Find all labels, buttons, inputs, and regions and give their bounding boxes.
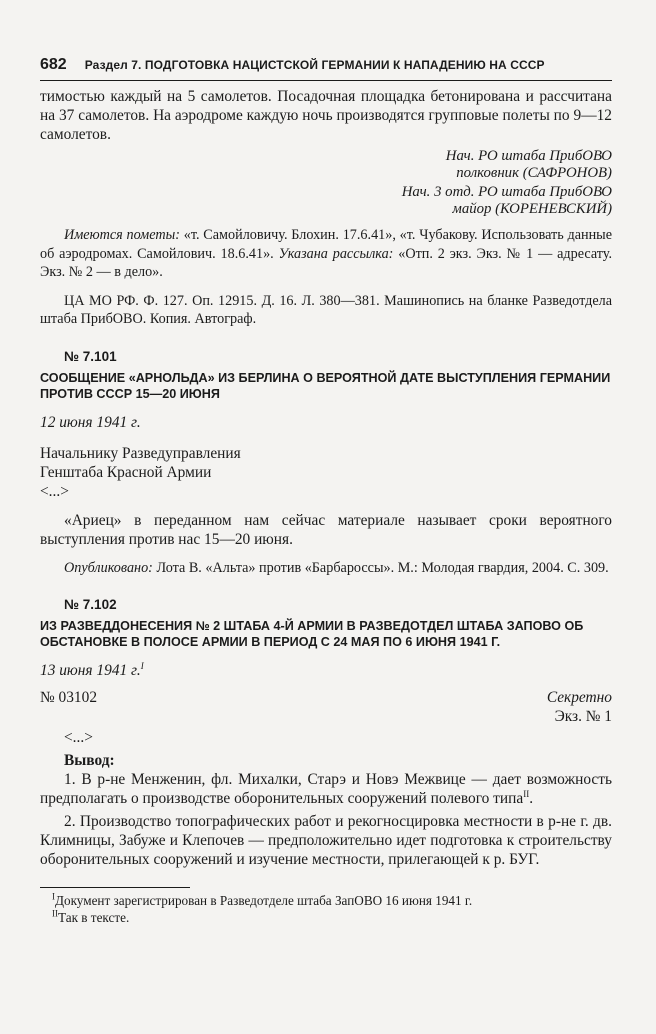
item-1-text: 1. В р-не Менженин, фл. Михалки, Старэ и Новэ Межвице — дает возможность предполагать о производстве оборонительных сооружений полевого типа bbox=[40, 770, 612, 807]
footnote-1 bbox=[40, 892, 612, 909]
omission-mark: <...> bbox=[40, 482, 69, 500]
conclusion-item-2: 2. Производство топографических работ и рекогносцировка местности в р-не г. дв. Климницы, Забуже и Клепочев — предположительно идет подготовка к строительству оборонительных сооружений и изучение местности, прилегающей к р. БУГ. bbox=[40, 812, 612, 868]
running-title: Раздел 7. ПОДГОТОВКА НАЦИСТСКОЙ ГЕРМАНИИ К НАПАДЕНИЮ НА СССР bbox=[84, 58, 545, 72]
doc102-date: 13 июня 1941 г. bbox=[40, 661, 141, 679]
doc101-date: 12 июня 1941 г. bbox=[40, 413, 141, 431]
signature-2 bbox=[40, 184, 612, 218]
signature-1 bbox=[40, 148, 612, 182]
distribution-label: Указана рассылка: bbox=[278, 245, 394, 262]
conclusion-heading: Вывод: bbox=[64, 751, 115, 769]
marks-text: «т. Самойловичу. Блохин. 17.6.41», «т. Чубакову. Использовать данные об аэродромах. Самойлович. 18.6.41». bbox=[40, 227, 612, 262]
marks-note bbox=[40, 226, 612, 282]
doc102-classification bbox=[547, 688, 612, 726]
doc102-header-row bbox=[40, 688, 612, 726]
doc102-omission: <...> bbox=[64, 728, 93, 746]
footnote-1-text: Документ зарегистрирован в Разведотделе штаба ЗапОВО 16 июня 1941 г. bbox=[55, 892, 473, 908]
addressee-line-2: Генштаба Красной Армии bbox=[40, 463, 212, 481]
signature-1-name: полковник (САФРОНОВ) bbox=[456, 165, 612, 181]
footnote-rule bbox=[40, 887, 190, 888]
archive-reference: ЦА МО РФ. Ф. 127. Оп. 12915. Д. 16. Л. 380—381. Машинопись на бланке Разведотдела штаба ПрибОВО. Копия. Автограф. bbox=[40, 292, 612, 327]
published-label: Опубликовано: bbox=[64, 559, 153, 576]
page bbox=[40, 56, 612, 926]
page-header bbox=[40, 56, 612, 81]
footnote-2-mark: II bbox=[52, 908, 58, 919]
distribution-text: «Отп. 2 экз. Экз. № 1 — адресату. Экз. № 2 — в дело». bbox=[40, 245, 613, 280]
item-1-end: . bbox=[529, 789, 534, 807]
copy-number: Экз. № 1 bbox=[554, 707, 612, 725]
page-content bbox=[40, 87, 612, 926]
signature-2-title: Нач. 3 отд. РО штаба ПрибОВО bbox=[401, 184, 612, 200]
footnote-2 bbox=[40, 909, 612, 926]
doc101-addressee bbox=[40, 444, 612, 501]
doc102-title: ИЗ РАЗВЕДДОНЕСЕНИЯ № 2 ШТАБА 4-Й АРМИИ В РАЗВЕДОТДЕЛ ШТАБА ЗАПОВО ОБ ОБСТАНОВКЕ В ПОЛОСЕ АРМИИ В ПЕРИОД С 24 МАЯ ПО 6 ИЮНЯ 1941 Г. bbox=[40, 618, 584, 649]
marks-label: Имеются пометы: bbox=[64, 227, 180, 243]
footnotes bbox=[40, 892, 612, 926]
doc100-body: тимостью каждый на 5 самолетов. Посадочная площадка бетонирована и рассчитана на 37 самолетов. На аэродроме каждую ночь производятся групповые полеты по 9—12 самолетов. bbox=[40, 88, 612, 143]
doc102-doc-number: № 03102 bbox=[40, 688, 98, 706]
doc101-number: № 7.101 bbox=[64, 348, 117, 364]
addressee-line-1: Начальнику Разведуправления bbox=[40, 444, 241, 462]
footnote-2-text: Так в тексте. bbox=[58, 909, 130, 925]
secret-mark: Секретно bbox=[546, 688, 612, 706]
signature-1-title: Нач. РО штаба ПрибОВО bbox=[445, 148, 612, 164]
footnote-1-mark: I bbox=[52, 891, 55, 902]
footnote-ref-2: II bbox=[523, 788, 530, 799]
doc101-published bbox=[40, 559, 612, 577]
published-text: Лота В. «Альта» против «Барбароссы». М.: Молодая гвардия, 2004. С. 309. bbox=[156, 559, 609, 576]
conclusion-item-1 bbox=[40, 770, 612, 808]
page-number: 682 bbox=[40, 56, 67, 73]
doc102-date-line bbox=[40, 661, 612, 680]
doc101-body: «Ариец» в переданном нам сейчас материале называет сроки вероятного выступления против нас 15—20 июня. bbox=[40, 511, 612, 548]
doc102-number: № 7.102 bbox=[64, 596, 117, 612]
signature-2-name: майор (КОРЕНЕВСКИЙ) bbox=[452, 201, 612, 217]
doc101-title: СООБЩЕНИЕ «АРНОЛЬДА» ИЗ БЕРЛИНА О ВЕРОЯТНОЙ ДАТЕ ВЫСТУПЛЕНИЯ ГЕРМАНИИ ПРОТИВ СССР 15—20 ИЮНЯ bbox=[40, 370, 611, 401]
footnote-ref-1: I bbox=[140, 660, 144, 671]
